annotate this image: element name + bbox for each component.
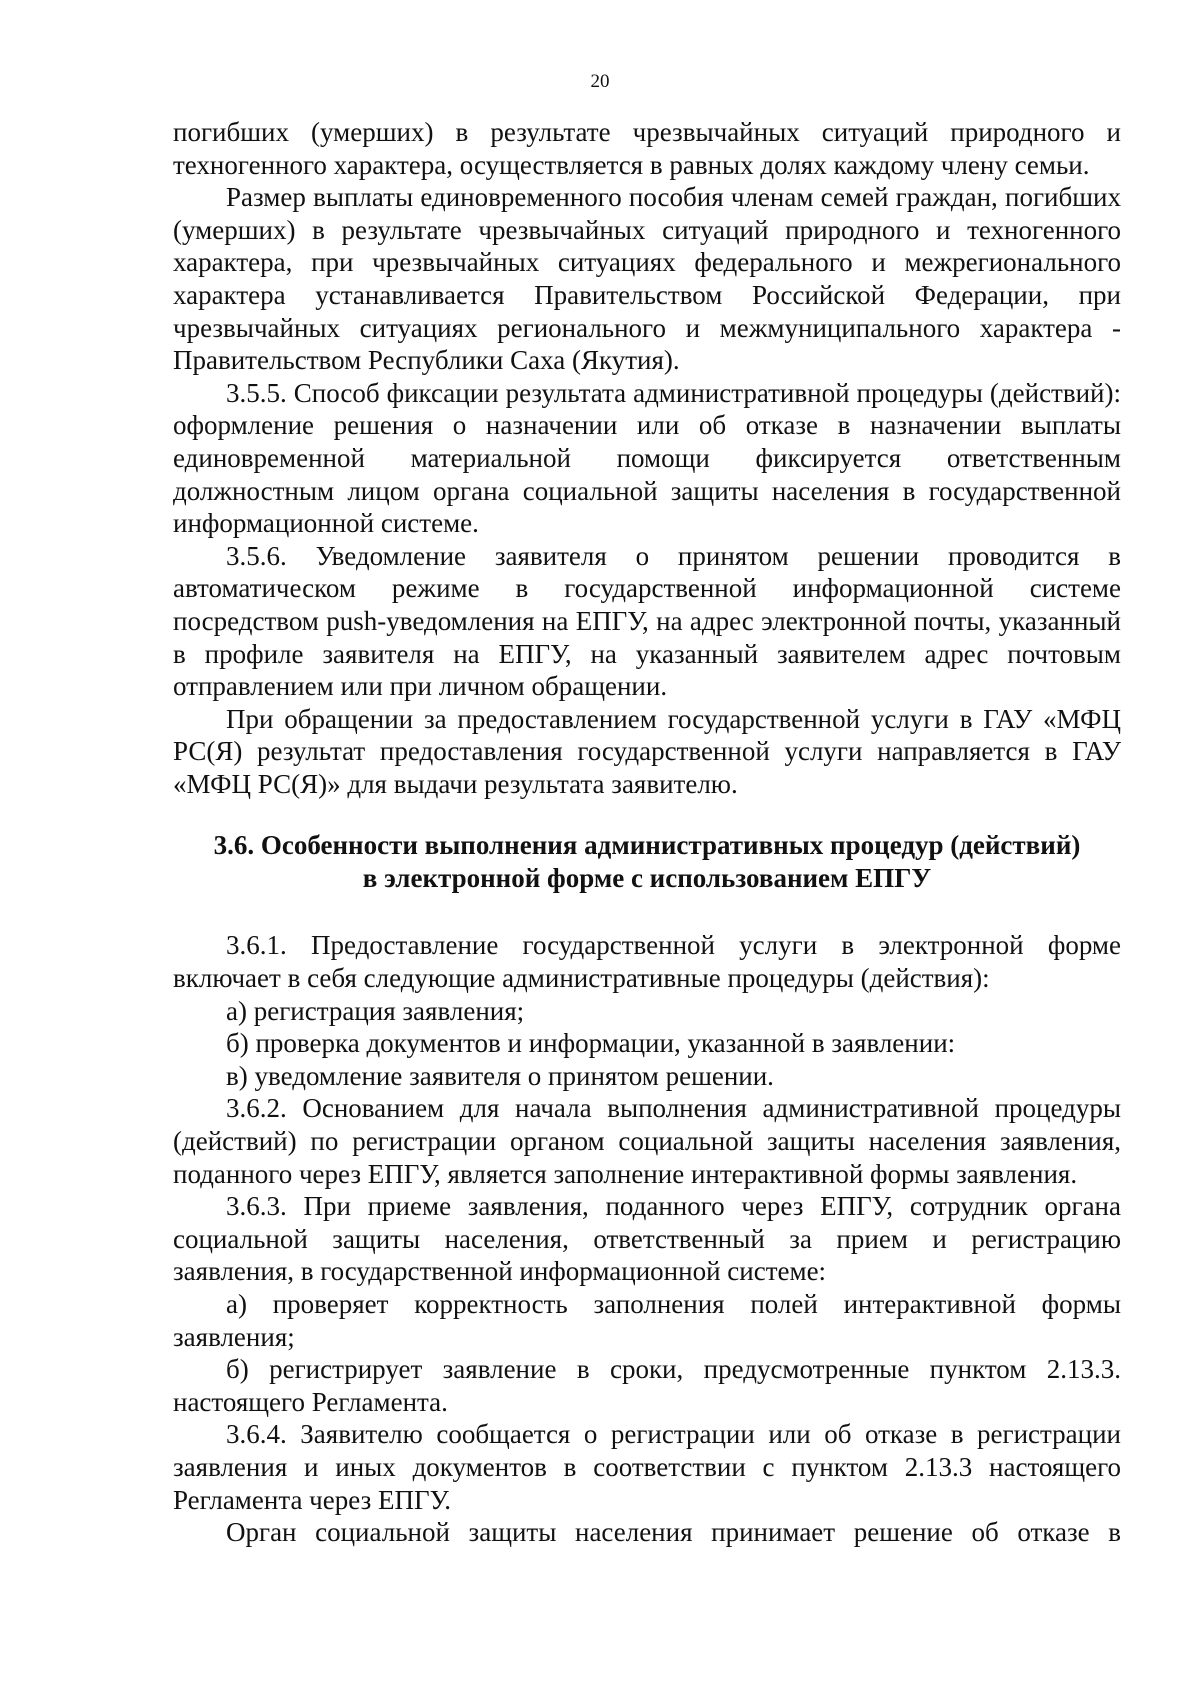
list-item-a: а) регистрация заявления; (226, 995, 525, 1026)
list-item-v: в) уведомление заявителя о принятом решении. (226, 1060, 774, 1091)
paragraph-3-6-2: 3.6.2. Основанием для начала выполнения административной процедуры (действий) по регистрации органом социальной защиты населения заявления, поданного через ЕПГУ, является заполнение интерактивной формы заявления. (173, 1093, 1121, 1189)
page-number: 20 (590, 71, 610, 92)
section-heading-line-2: в электронной форме с использованием ЕПГУ (362, 863, 932, 894)
list-item-a-check: а) проверяет корректность заполнения полей интерактивной формы заявления; (173, 1289, 1121, 1352)
section-heading-3-6 (173, 829, 1121, 895)
paragraph-3-6-1: 3.6.1. Предоставление государственной услуги в электронной форме включает в себя следующие административные процедуры (действия): (173, 930, 1121, 994)
paragraph-3-5-6: 3.5.6. Уведомление заявителя о принятом решении проводится в автоматическом режиме в государственной информационной системе посредством push-уведомления на ЕПГУ, на адрес электронной почты, указанный в профиле заявителя на ЕПГУ, на указанный заявителем адрес почтовым отправлением или при личном обращении. (173, 540, 1121, 702)
paragraph-mfc: При обращении за предоставлением государственной услуги в ГАУ «МФЦ РС(Я) результат предоставления государственной услуги направляется в ГАУ «МФЦ РС(Я)» для выдачи результата заявителю. (173, 703, 1121, 799)
paragraph-refusal: Орган социальной защиты населения принимает решение об отказе в (226, 1517, 1121, 1548)
paragraph-payment-size: Размер выплаты единовременного пособия членам семей граждан, погибших (умерших) в результате чрезвычайных ситуаций природного и техногенного характера, при чрезвычайных ситуациях федерального и межрегионального характера устанавливается Правительством Российской Федерации, при чрезвычайных ситуациях регионального и межмуниципального характера - Правительством Республики Саха (Якутия). (173, 182, 1121, 376)
list-item-b-register: б) регистрирует заявление в сроки, предусмотренные пунктом 2.13.3. настоящего Регламента. (173, 1354, 1121, 1417)
list-item-b: б) проверка документов и информации, указанной в заявлении: (226, 1028, 956, 1059)
document-body (173, 116, 1121, 1549)
paragraph-3-6-3: 3.6.3. При приеме заявления, поданного через ЕПГУ, сотрудник органа социальной защиты населения, ответственный за прием и регистрацию заявления, в государственной информационной системе: (173, 1191, 1121, 1287)
section-heading-line-1: 3.6. Особенности выполнения административных процедур (действий) (213, 830, 1081, 861)
paragraph-3-5-5: 3.5.5. Способ фиксации результата административной процедуры (действий): оформление решения о назначении или об отказе в назначении выплаты единовременной материальной помощи фиксируется ответственным должностным лицом органа социальной защиты населения в государственной информационной системе. (173, 377, 1121, 539)
paragraph-continuation: погибших (умерших) в результате чрезвычайных ситуаций природного и техногенного характера, осуществляется в равных долях каждому члену семьи. (173, 117, 1121, 180)
paragraph-3-6-4: 3.6.4. Заявителю сообщается о регистрации или об отказе в регистрации заявления и иных документов в соответствии с пунктом 2.13.3 настоящего Регламента через ЕПГУ. (173, 1419, 1121, 1515)
